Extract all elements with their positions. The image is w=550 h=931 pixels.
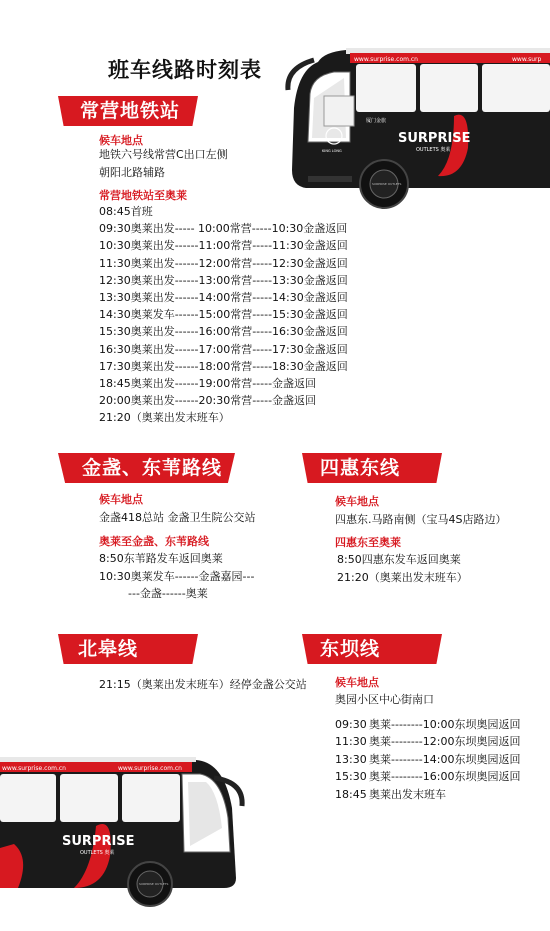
section1-route-label: 常营地铁站至奥莱 bbox=[99, 189, 187, 202]
schedule-rest: --------14:00东坝奥园返回 bbox=[391, 752, 521, 766]
schedule-time: 18:45 bbox=[335, 787, 367, 801]
bus-illustration-bottom bbox=[0, 748, 248, 908]
schedule-from: 奥莱 bbox=[369, 735, 391, 749]
schedule-row bbox=[335, 751, 520, 768]
bus-bottom-side-url-2: www.surprise.com.cn bbox=[118, 765, 182, 772]
schedule-row: 14:30奥莱发车------15:00常营-----15:30金盏返回 bbox=[99, 308, 348, 322]
section1-heading: 常营地铁站 bbox=[80, 100, 181, 122]
section3-schedule-row-1: 8:50四惠东发车返回奥莱 bbox=[337, 553, 461, 566]
bus-top-emblem: KING LONG bbox=[322, 149, 342, 153]
section1-pickup-line-1: 地铁六号线常营C出口左侧 bbox=[99, 148, 228, 161]
schedule-from: 奥莱 bbox=[369, 752, 391, 766]
schedule-rest: --------12:00东坝奥园返回 bbox=[391, 735, 521, 749]
schedule-time: 13:30 bbox=[335, 752, 367, 766]
bus-top-logo-sub: OUTLETS 奥莱 bbox=[416, 147, 451, 153]
schedule-row bbox=[335, 733, 520, 750]
schedule-row: 15:30奥莱出发------16:00常营-----16:30金盏返回 bbox=[99, 325, 348, 339]
section1-pickup-label: 候车地点 bbox=[99, 134, 143, 147]
section3-schedule-row-2: 21:20（奥莱出发末班车） bbox=[337, 571, 468, 584]
bus-top-logo: SURPRISE bbox=[398, 131, 471, 146]
section5-heading: 东坝线 bbox=[320, 638, 381, 660]
schedule-rest: --------10:00东坝奥园返回 bbox=[391, 718, 521, 731]
schedule-row: 20:00奥莱出发------20:30常营-----金盏返回 bbox=[99, 394, 317, 408]
bus-bottom-side-url-1: www.surprise.com.cn bbox=[2, 765, 66, 772]
schedule-row: 21:20（奥莱出发末班车） bbox=[99, 411, 230, 425]
schedule-row: 09:30奥莱出发----- 10:00常营-----10:30金盏返回 bbox=[99, 222, 348, 236]
bus-bottom-logo: SURPRISE bbox=[62, 834, 135, 849]
section5-schedule bbox=[335, 716, 520, 803]
schedule-row: 16:30奥莱出发------17:00常营-----17:30金盏返回 bbox=[99, 342, 348, 356]
section3-pickup-label: 候车地点 bbox=[335, 495, 379, 508]
schedule-row: 17:30奥莱出发------18:00常营-----18:30金盏返回 bbox=[99, 359, 348, 373]
schedule-row: 18:45奥莱出发------19:00常营-----金盏返回 bbox=[99, 376, 317, 390]
schedule-time: 09:30 bbox=[335, 718, 367, 731]
bus-top-roof-url: www.surprise.com.cn bbox=[354, 56, 418, 63]
schedule-row: 13:30奥莱出发------14:00常营-----14:30金盏返回 bbox=[99, 290, 348, 304]
section3-heading: 四惠东线 bbox=[320, 457, 401, 479]
section2-schedule-row-2: 10:30奥莱发车------金盏嘉园--- bbox=[99, 570, 255, 583]
bus-bottom-wheel-text: SURPRISE OUTLETS bbox=[139, 882, 169, 886]
schedule-from: 奥莱 bbox=[369, 770, 391, 784]
schedule-row bbox=[335, 716, 520, 733]
section4-heading: 北皋线 bbox=[78, 638, 139, 660]
bus-illustration-top bbox=[284, 38, 550, 210]
section2-pickup-label: 候车地点 bbox=[99, 493, 143, 506]
schedule-from: 奥莱 bbox=[369, 718, 391, 731]
schedule-row: 10:30奥莱出发------11:00常营-----11:30金盏返回 bbox=[99, 239, 348, 253]
section3-route-label: 四惠东至奥莱 bbox=[335, 536, 401, 549]
section2-schedule-row-3: ---金盏------奥莱 bbox=[128, 587, 208, 600]
schedule-row: 11:30奥莱出发------12:00常营-----12:30金盏返回 bbox=[99, 256, 348, 270]
schedule-rest: --------16:00东坝奥园返回 bbox=[391, 770, 521, 784]
schedule-row bbox=[335, 786, 520, 803]
section1-schedule bbox=[99, 203, 348, 426]
schedule-row: 08:45首班 bbox=[99, 205, 153, 218]
schedule-time: 11:30 bbox=[335, 735, 367, 749]
schedule-row: 12:30奥莱出发------13:00常营-----13:30金盏返回 bbox=[99, 273, 348, 287]
section1-pickup-line-2: 朝阳北路辅路 bbox=[99, 166, 165, 179]
section5-pickup-line-1: 奥园小区中心街南口 bbox=[335, 693, 434, 706]
section2-route-label: 奥莱至金盏、东苇路线 bbox=[99, 535, 209, 548]
bus-bottom-logo-sub: OUTLETS 奥莱 bbox=[80, 850, 115, 856]
schedule-row bbox=[335, 768, 520, 785]
schedule-from: 奥莱出发末班车 bbox=[369, 787, 446, 801]
page-title: 班车线路时刻表 bbox=[108, 58, 262, 82]
section2-heading: 金盏、东苇路线 bbox=[82, 457, 223, 479]
bus-top-side-url: www.surp bbox=[512, 56, 542, 63]
section2-pickup-line-1: 金盏418总站 金盏卫生院公交站 bbox=[99, 511, 256, 524]
section5-pickup-label: 候车地点 bbox=[335, 676, 379, 689]
bus-top-wheel-text: SURPRISE OUTLETS bbox=[372, 182, 402, 186]
schedule-time: 15:30 bbox=[335, 770, 367, 784]
section3-pickup-line-1: 四惠东.马路南侧（宝马4S店路边） bbox=[335, 513, 507, 526]
section4-schedule-row-1: 21:15（奥莱出发末班车）经停金盏公交站 bbox=[99, 678, 307, 691]
bus-top-door-text: 厦门金旅 bbox=[366, 118, 387, 124]
section2-schedule-row-1: 8:50东苇路发车返回奥莱 bbox=[99, 552, 223, 565]
